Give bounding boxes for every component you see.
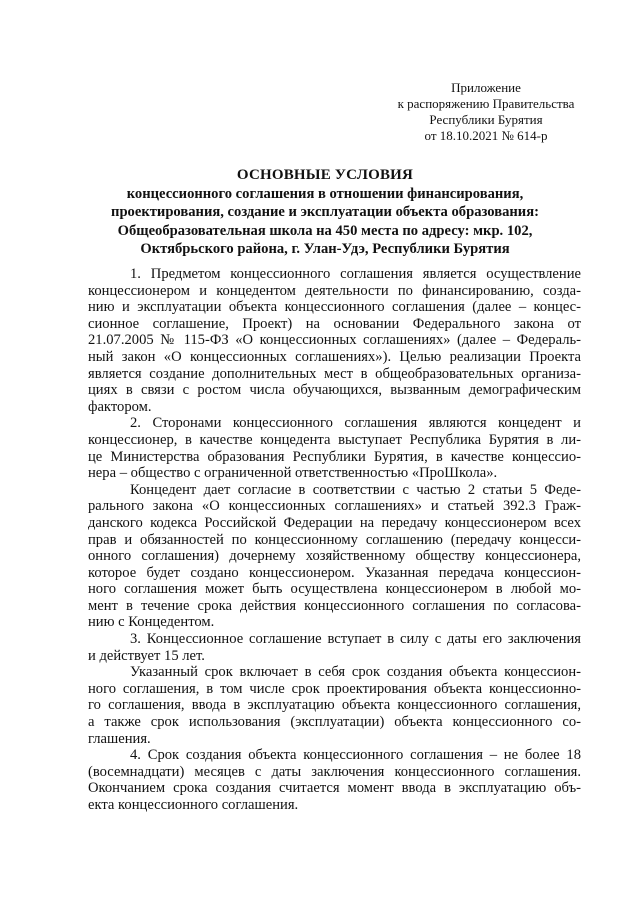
paragraph-line: нию с Концедентом. bbox=[88, 614, 215, 631]
paragraph-line: является создание дополнительных мест в общеобразовательных организа- bbox=[88, 365, 581, 382]
paragraph-line: 21.07.2005 № 115-ФЗ «О концессионных соглашениях» (далее – Федераль- bbox=[88, 332, 581, 349]
paragraph-line: 3. Концессионное соглашение вступает в силу с даты его заключения bbox=[130, 631, 581, 648]
paragraph bbox=[88, 415, 581, 481]
paragraph-line: ного соглашения, в том числе срок проектирования объекта концессионно- bbox=[88, 680, 581, 697]
paragraph-line: глашения. bbox=[88, 730, 151, 747]
paragraph-line: екта концессионного соглашения. bbox=[88, 797, 299, 813]
title-line: проектирования, создание и эксплуатации объекта образования: bbox=[111, 204, 539, 220]
paragraph-line: 1. Предметом концессионного соглашения является осуществление bbox=[130, 266, 581, 282]
paragraph-line: ный закон «О концессионных соглашениях»). Целью реализации Проекта bbox=[88, 348, 581, 365]
paragraph-line: онного соглашения) дочернему хозяйственному обществу концессионера, bbox=[88, 548, 581, 565]
document-title bbox=[90, 166, 560, 259]
appendix-stamp bbox=[376, 80, 596, 144]
paragraph bbox=[88, 747, 581, 813]
appendix-line: Республики Бурятия bbox=[429, 112, 543, 127]
document-body bbox=[88, 266, 581, 814]
appendix-line: к распоряжению Правительства bbox=[397, 96, 575, 111]
paragraph bbox=[88, 266, 581, 415]
paragraph-line: мент в течение срока действия концессионного соглашения по согласова- bbox=[88, 597, 581, 614]
paragraph-line: ного соглашения может быть осуществлена концессионером в любой мо- bbox=[88, 581, 581, 598]
paragraph-line: концессионером и концедентом деятельности по финансированию, созда- bbox=[88, 282, 581, 299]
paragraph-line: концессионер, в качестве концедента выступает Республика Бурятия в ли- bbox=[88, 431, 581, 448]
paragraph-line: го соглашения, ввода в эксплуатацию объекта концессионного соглашения, bbox=[88, 697, 581, 714]
main-title: ОСНОВНЫЕ УСЛОВИЯ bbox=[236, 167, 414, 183]
appendix-line: Приложение bbox=[451, 80, 521, 95]
paragraph-line: Окончанием срока создания считается момент ввода в эксплуатацию объ- bbox=[88, 780, 581, 797]
appendix-line: от 18.10.2021 № 614-р bbox=[424, 128, 548, 143]
title-line: концессионного соглашения в отношении финансирования, bbox=[126, 185, 524, 202]
paragraph bbox=[88, 631, 581, 664]
paragraph-line: 2. Сторонами концессионного соглашения являются концедент и bbox=[130, 415, 581, 432]
paragraph-line: фактором. bbox=[88, 398, 152, 415]
paragraph-line: нию и эксплуатации объекта концессионного соглашения (далее – концес- bbox=[88, 299, 581, 316]
paragraph-line: Концедент дает согласие в соответствии с частью 2 статьи 5 Феде- bbox=[130, 481, 581, 498]
paragraph-line: которое будет создано концессионером. Указанная передача концессион- bbox=[88, 564, 581, 581]
paragraph-line: сионное соглашение, Проект) на основании Федерального закона от bbox=[88, 315, 581, 332]
paragraph-line: циях в связи с ростом числа обучающихся, вызванным демографическим bbox=[88, 382, 581, 399]
paragraph bbox=[88, 482, 581, 631]
paragraph-line: це Министерства образования Республики Бурятия, в качестве концессио- bbox=[88, 448, 581, 465]
paragraph-line: (восемнадцати) месяцев с даты заключения концессионного соглашения. bbox=[88, 763, 581, 780]
paragraph-line: нера – общество с ограниченной ответственностью «ПроШкола». bbox=[88, 465, 498, 482]
paragraph bbox=[88, 664, 581, 747]
paragraph-line: Указанный срок включает в себя срок создания объекта концессион- bbox=[130, 664, 581, 681]
title-line: Октябрьского района, г. Улан-Удэ, Республики Бурятия bbox=[140, 241, 510, 257]
paragraph-line: прав и обязанностей по концессионному соглашению (передачу концесси- bbox=[88, 531, 581, 548]
paragraph-line: 4. Срок создания объекта концессионного соглашения – не более 18 bbox=[130, 747, 581, 764]
paragraph-line: рального закона «О концессионных соглашениях» и статьей 392.3 Граж- bbox=[88, 498, 581, 515]
title-line: Общеобразовательная школа на 450 места по адресу: мкр. 102, bbox=[117, 222, 533, 239]
paragraph-line: данского кодекса Российской Федерации на передачу концессионером всех bbox=[88, 514, 581, 531]
paragraph-line: и действует 15 лет. bbox=[88, 647, 205, 664]
paragraph-line: а также срок использования (эксплуатации) объекта концессионного со- bbox=[88, 714, 581, 731]
